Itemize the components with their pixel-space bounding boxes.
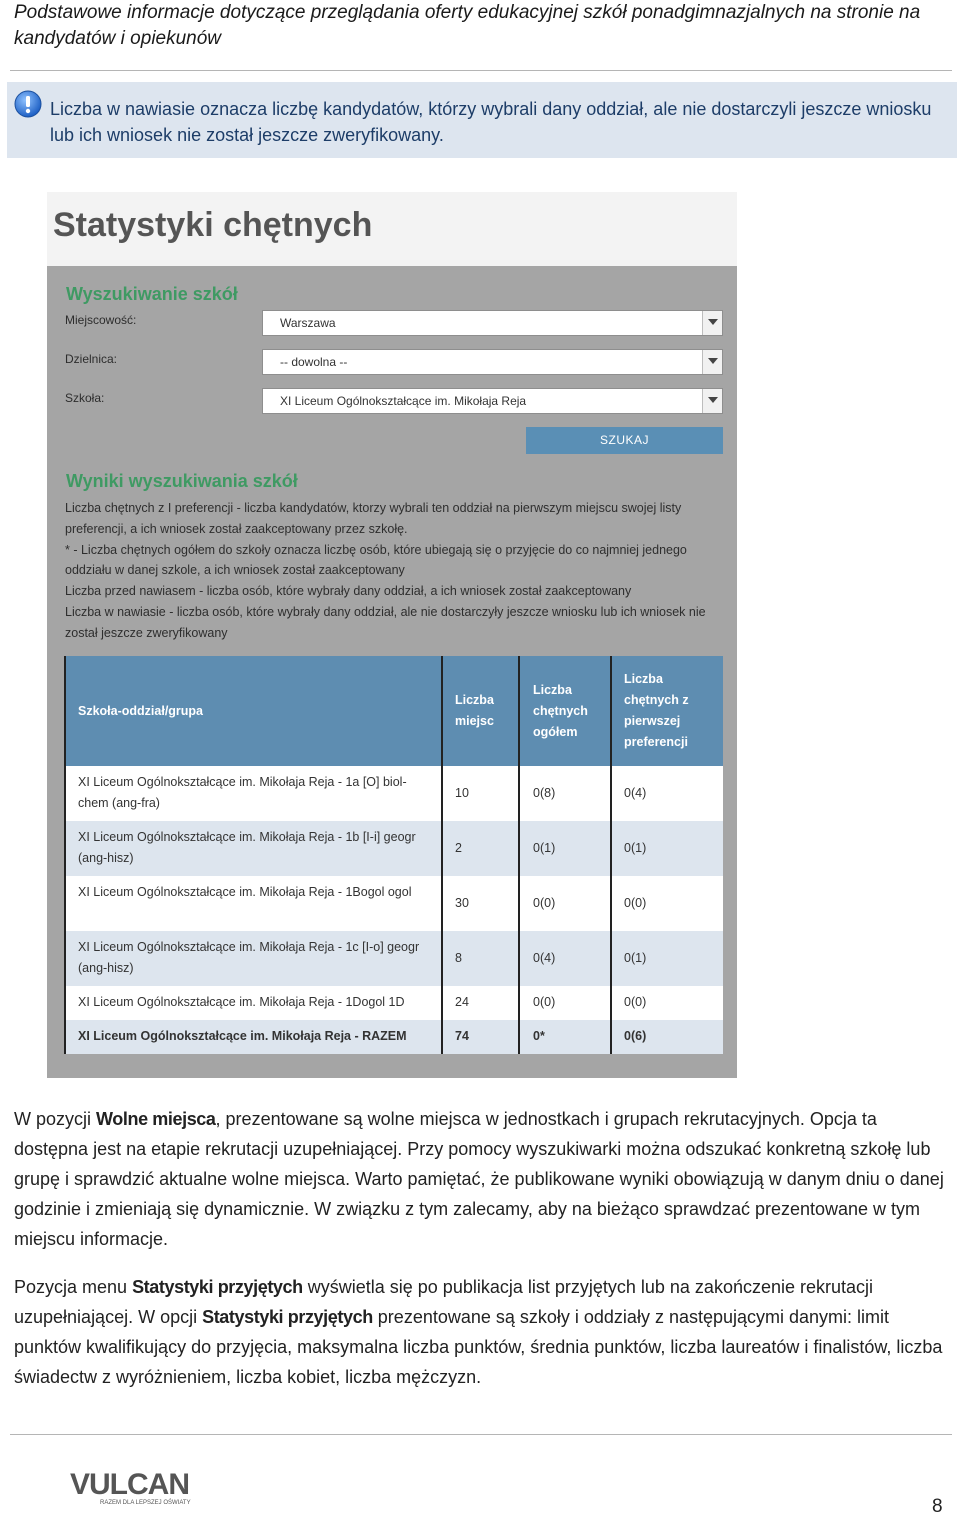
table-row: XI Liceum Ogólnokształcące im. Mikołaja Reja - 1b [I-i] geogr (ang-hisz) 2 0(1) 0(1) (64, 821, 723, 876)
table-header-first-pref: Liczba chętnych z pierwszej preferencji (611, 656, 723, 766)
legend-line: Liczba w nawiasie - liczba osób, które wybrały dany oddział, ale nie dostarczyły jeszcze wniosku lub ich wniosek nie został jeszcze zweryfikowany (65, 604, 706, 640)
table-header-total: Liczba chętnych ogółem (519, 656, 611, 766)
table-divider (64, 656, 66, 1054)
results-section-title: Wyniki wyszukiwania szkół (66, 471, 298, 491)
info-exclamation-icon (14, 90, 42, 118)
search-button[interactable]: SZUKAJ (526, 427, 723, 454)
city-select[interactable] (262, 310, 723, 336)
legend-line: Liczba przed nawiasem - liczba osób, które wybrały dany oddział, a ich wniosek został zaakceptowany (65, 584, 632, 599)
city-select-value: Warszawa (280, 316, 336, 330)
info-note-text: Liczba w nawiasie oznacza liczbę kandydatów, którzy wybrali dany oddział, ale nie dostarczyli jeszcze wniosku lub ich wniosek nie został jeszcze zweryfikowany. (50, 99, 932, 145)
table-header-seats: Liczba miejsc (442, 656, 519, 766)
table-divider (518, 656, 520, 1054)
page-header-title: Podstawowe informacje dotyczące przeglądania oferty edukacyjnej szkół ponadgimnazjalnych na stronie na kandydatów i opiekunów (14, 2, 921, 49)
school-select[interactable] (262, 388, 723, 414)
table-divider (441, 656, 443, 1054)
header-divider (10, 70, 952, 71)
footer-divider (10, 1434, 952, 1435)
table-total-row: XI Liceum Ogólnokształcące im. Mikołaja Reja - RAZEM 74 0* 0(6) (64, 1020, 723, 1054)
table-row: XI Liceum Ogólnokształcące im. Mikołaja Reja - 1Bogol ogol 30 0(0) 0(0) (64, 876, 723, 931)
vulcan-logo (70, 1468, 191, 1510)
results-legend (65, 498, 725, 644)
table-row: XI Liceum Ogólnokształcące im. Mikołaja Reja - 1a [O] biol-chem (ang-fra) 10 0(8) 0(4) (64, 766, 723, 821)
field-label-district: Dzielnica: (65, 352, 118, 366)
table-row: XI Liceum Ogólnokształcące im. Mikołaja Reja - 1Dogol 1D 24 0(0) 0(0) (64, 986, 723, 1020)
school-select-value: XI Liceum Ogólnokształcące im. Mikołaja Reja (280, 394, 527, 408)
legend-line: * - Liczba chętnych ogółem do szkoły oznacza liczbę osób, które ubiegają się o przyjęcie do co najmniej jednego oddziału w danej szkole, a ich wniosek został zaakceptowany (65, 542, 687, 578)
chevron-down-icon[interactable] (702, 350, 722, 374)
menu-term-free-seats: Wolne miejsca (96, 1109, 216, 1129)
menu-term-admission-stats: Statystyki przyjętych (202, 1307, 373, 1327)
table-row: XI Liceum Ogólnokształcące im. Mikołaja Reja - 1c [I-o] geogr (ang-hisz) 8 0(4) 0(1) (64, 931, 723, 986)
screenshot-page-title: Statystyki chętnych (53, 206, 373, 244)
logo-wordmark: VULCAN (70, 1468, 189, 1501)
field-label-school: Szkoła: (65, 391, 105, 405)
chevron-down-icon[interactable] (702, 311, 722, 335)
paragraph-free-seats: W pozycji Wolne miejsca, prezentowane są wolne miejsca w jednostkach i grupach rekrutacyjnych. Opcja ta dostępna jest na etapie rekrutacji uzupełniającej. Przy pomocy wyszukiwarki można odszukać konkretną szkołę lub grupę i sprawdzić aktualne wolne miejsca. Warto pamiętać, że publikowane wyniki obowiązują w danym dniu o danej godzinie i zmieniają się dynamicznie. W związku z tym zalecamy, aby na bieżąco sprawdzać prezentowane w tym miejscu informacje. (14, 1109, 944, 1249)
chevron-down-icon[interactable] (702, 389, 722, 413)
district-select[interactable] (262, 349, 723, 375)
logo-tagline: RAZEM DLA LEPSZEJ OŚWIATY (100, 1500, 191, 1506)
table-header-school: Szkoła-oddział/grupa (64, 656, 442, 766)
field-label-city: Miejscowość: (65, 313, 137, 327)
district-select-value: -- dowolna -- (280, 355, 348, 369)
menu-term-admission-stats: Statystyki przyjętych (132, 1277, 303, 1297)
statistics-screenshot (47, 192, 737, 1078)
page-number: 8 (932, 1496, 943, 1517)
table-divider (610, 656, 612, 1054)
search-section-title: Wyszukiwanie szkół (66, 284, 238, 304)
results-table (64, 656, 723, 1054)
screenshot-title-bar (47, 192, 737, 266)
legend-line: Liczba chętnych z I preferencji - liczba kandydatów, ktorzy wybrali ten oddział na pierwszym miejscu swojej listy preferencji, a ich wniosek został zaakceptowany przez szkołę. (65, 501, 682, 536)
paragraph-admission-stats: Pozycja menu Statystyki przyjętych wyświetla się po publikacja list przyjętych lub na zakończenie rekrutacji uzupełniającej. W opcji Statystyki przyjętych prezentowane są szkoły i oddziały z następującymi danymi: limit punktów kwalifikujący do przyjęcia, maksymalna liczba punktów, średnia punktów, liczba laureatów i finalistów, liczba świadectw z wyróżnieniem, liczba kobiet, liczba mężczyzn. (14, 1277, 943, 1387)
